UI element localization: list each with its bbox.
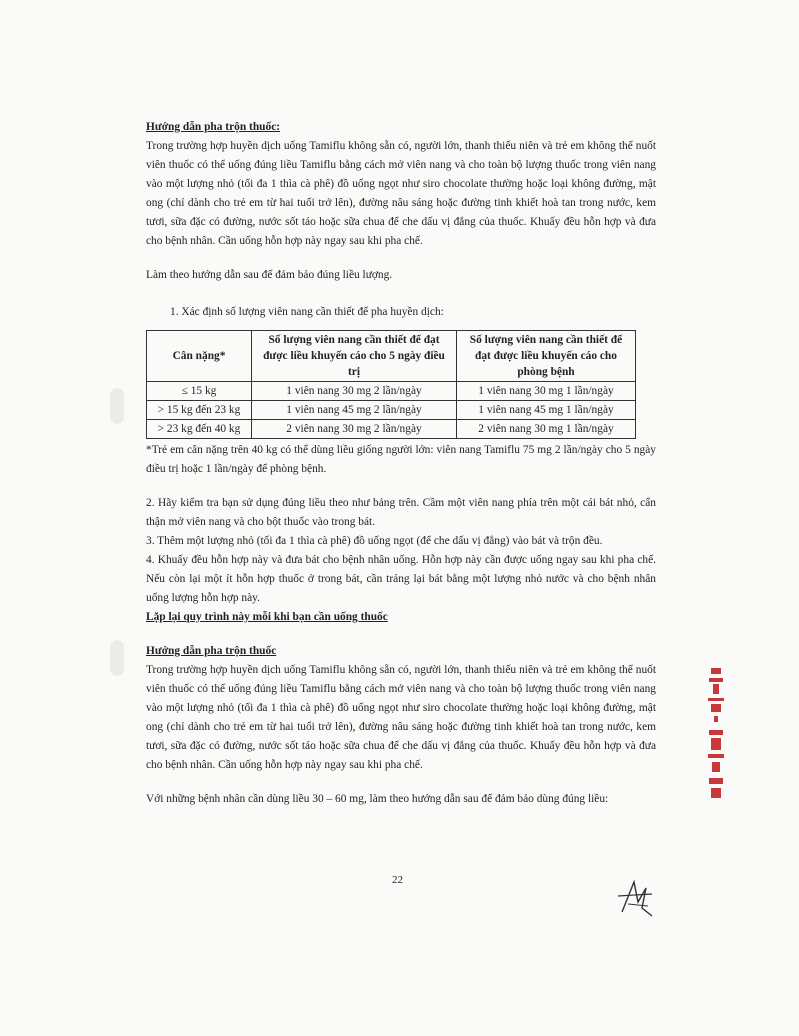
table-cell: > 15 kg đến 23 kg (147, 401, 252, 420)
step-2: 2. Hãy kiểm tra bạn sử dụng đúng liều theo như bảng trên. Cầm một viên nang phía trên một cái bát nhỏ, cẩn thận mở viên nang và cho bột thuốc vào trong bát. (146, 497, 656, 528)
list-item-1: 1. Xác định số lượng viên nang cần thiết để pha huyền dịch: (170, 306, 444, 318)
table-header-prophylaxis: Số lượng viên nang cần thiết để đạt được liều khuyến cáo cho phòng bệnh (457, 331, 636, 382)
table-cell: 1 viên nang 45 mg 2 lần/ngày (252, 401, 457, 420)
dose-30-60-instruction: Với những bệnh nhân cần dùng liều 30 – 60 mg, làm theo hướng dẫn sau để đảm bảo dùng đúng liều: (146, 793, 609, 805)
side-stamp-icon (705, 668, 727, 808)
step-4: 4. Khuấy đều hỗn hợp này và đưa bát cho bệnh nhân uống. Hỗn hợp này cần được uống ngay sau khi pha chế. Nếu còn lại một ít hỗn hợp thuốc ở trong bát, cần tráng lại bát bằng một lượng nhỏ nước và cho bệnh nhân uống lượng hỗn hợp này. (146, 554, 656, 604)
repeat-paragraph: Trong trường hợp huyền dịch uống Tamiflu không sẵn có, người lớn, thanh thiếu niên và trẻ em không thể nuốt viên thuốc có thể uống đúng liều Tamiflu bằng cách mở viên nang và cho toàn bộ lượng thuốc trong viên nang vào một lượng nhỏ (tối đa 1 thìa cà phê) đồ uống ngọt như siro chocolate thường hoặc loại không đường, mật ong (chỉ dành cho trẻ em từ hai tuổi trở lên), đường nâu sáng hoặc đường tinh khiết hoà tan trong nước, kem tươi, sữa đặc có đường, nước sốt táo hoặc sữa chua để che dấu vị đắng của thuốc. Khuấy đều hỗn hợp và đưa cho bệnh nhân. Cần uống hỗn hợp này ngay sau khi pha chế. (146, 664, 656, 771)
table-header-treatment: Số lượng viên nang cần thiết để đạt được liều khuyến cáo cho 5 ngày điều trị (252, 331, 457, 382)
document-body (146, 118, 656, 809)
page-number: 22 (392, 874, 403, 886)
table-row (147, 382, 636, 401)
table-row (147, 420, 636, 439)
dosage-table (146, 330, 636, 439)
table-cell: 2 viên nang 30 mg 1 lần/ngày (457, 420, 636, 439)
table-cell: 2 viên nang 30 mg 2 lần/ngày (252, 420, 457, 439)
table-cell: > 23 kg đến 40 kg (147, 420, 252, 439)
table-header-weight: Cân nặng* (147, 331, 252, 382)
table-cell: 1 viên nang 30 mg 1 lần/ngày (457, 382, 636, 401)
repeat-instruction: Lặp lại quy trình này mỗi khi bạn cần uống thuốc (146, 611, 388, 623)
table-cell: 1 viên nang 30 mg 2 lần/ngày (252, 382, 457, 401)
table-footnote: *Trẻ em cân nặng trên 40 kg có thể dùng liều giống người lớn: viên nang Tamiflu 75 mg 2 lần/ngày cho 5 ngày điều trị hoặc 1 lần/ngày để phòng bệnh. (146, 444, 656, 475)
scan-hole-mark (110, 388, 124, 424)
table-cell: 1 viên nang 45 mg 1 lần/ngày (457, 401, 636, 420)
section-heading: Hướng dẫn pha trộn thuốc: (146, 121, 281, 133)
scan-hole-mark (110, 640, 124, 676)
section-heading: Hướng dẫn pha trộn thuốc (146, 645, 277, 657)
table-row (147, 401, 636, 420)
intro-paragraph: Trong trường hợp huyền dịch uống Tamiflu không sẵn có, người lớn, thanh thiếu niên và trẻ em không thể nuốt viên thuốc có thể uống đúng liều Tamiflu bằng cách mở viên nang và cho toàn bộ lượng thuốc trong viên nang vào một lượng nhỏ (tối đa 1 thìa cà phê) đồ uống ngọt như siro chocolate thường hoặc loại không đường, mật ong (chỉ dành cho trẻ em từ hai tuổi trở lên), đường nâu sáng hoặc đường tinh khiết hoà tan trong nước, kem tươi, sữa đặc có đường, nước sốt táo hoặc sữa chua để che dấu vị đắng của thuốc. Khuấy đều hỗn hợp và đưa cho bệnh nhân. Cần uống hỗn hợp này ngay sau khi pha chế. (146, 140, 656, 247)
step-3: 3. Thêm một lượng nhỏ (tối đa 1 thìa cà phê) đồ uống ngọt (để che dấu vị đắng) vào bát và trộn đều. (146, 535, 603, 547)
instruction-text: Làm theo hướng dẫn sau để đảm bảo đúng liều lượng. (146, 269, 393, 281)
signature-icon (612, 878, 658, 918)
table-cell: ≤ 15 kg (147, 382, 252, 401)
